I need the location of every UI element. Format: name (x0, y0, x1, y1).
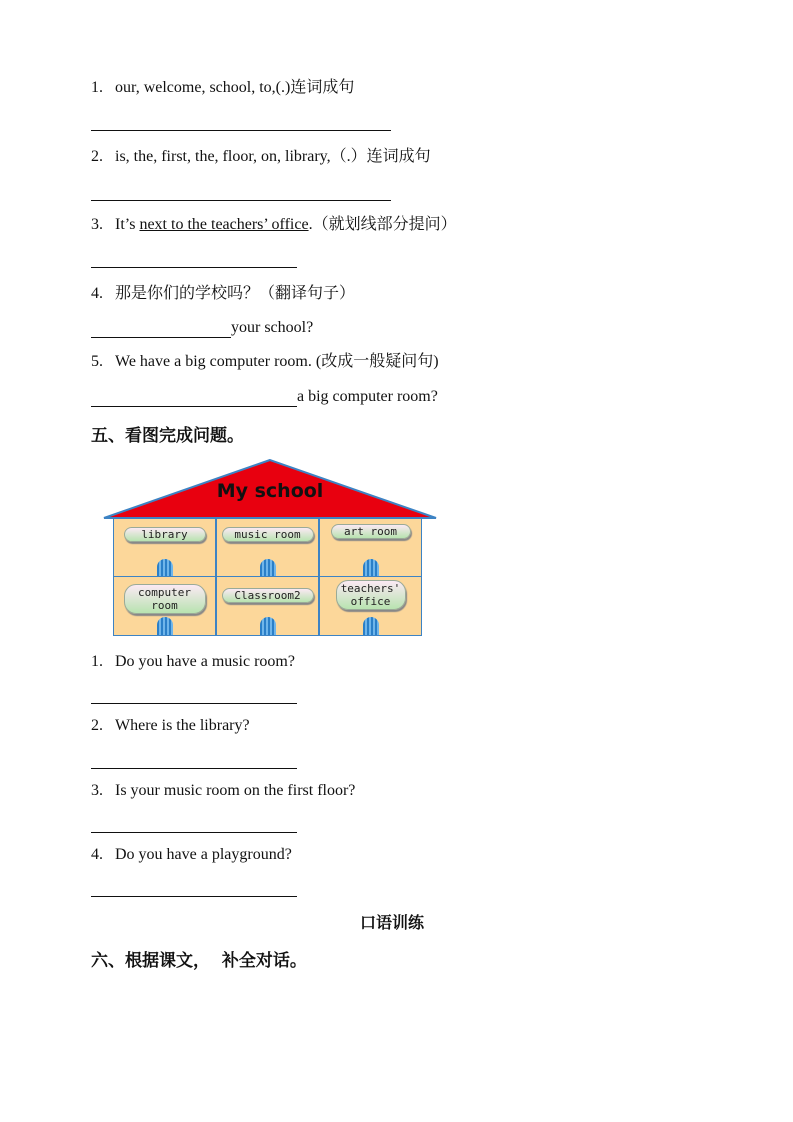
q4-item-1: 1. our, welcome, school, to,(.)连词成句 (91, 79, 355, 96)
q5-item-4: 4. Do you have a playground? (91, 846, 292, 863)
q5-item-1: 1. Do you have a music room? (91, 653, 295, 670)
section-6-heading: 六、根据课文， 补全对话。 (91, 951, 307, 971)
room-teachers-office (319, 576, 422, 636)
door-icon (157, 617, 173, 635)
answer-line-4: your school? (91, 318, 313, 338)
door-icon (363, 617, 379, 635)
answer-blank-5[interactable] (91, 390, 297, 407)
q4-item-5: 5. We have a big computer room. (改成一般疑问句) (91, 353, 439, 370)
q5-answer-line-3[interactable] (91, 832, 297, 833)
room-music-room (216, 518, 319, 578)
room-classroom2 (216, 576, 319, 636)
room-label: music room (222, 527, 314, 542)
q4-item-2: 2. is, the, first, the, floor, on, library,（.）连词成句 (91, 148, 431, 165)
school-picture (100, 458, 440, 640)
answer-line-5: a big computer room? (91, 387, 438, 407)
roof-title: My school (216, 480, 324, 502)
room-label: teachers' office (336, 580, 406, 610)
door-icon (260, 617, 276, 635)
room-computer-room (113, 576, 216, 636)
answer-blank-4[interactable] (91, 321, 231, 338)
q5-answer-line-4[interactable] (91, 896, 297, 897)
door-icon (363, 559, 379, 577)
room-label: computer room (124, 584, 206, 614)
door-icon (260, 559, 276, 577)
section-5-heading: 五、看图完成问题。 (91, 426, 244, 446)
room-library (113, 518, 216, 578)
q5-answer-line-2[interactable] (91, 768, 297, 769)
answer-line-2[interactable] (91, 200, 391, 201)
q5-answer-line-1[interactable] (91, 703, 297, 704)
answer-line-1[interactable] (91, 130, 391, 131)
answer-line-3[interactable] (91, 267, 297, 268)
door-icon (157, 559, 173, 577)
oral-training-heading: 口语训练 (360, 913, 425, 932)
room-label: library (124, 527, 206, 542)
q5-item-2: 2. Where is the library? (91, 717, 250, 734)
underlined-phrase: next to the teachers’ office (139, 216, 309, 233)
room-label: Classroom2 (222, 588, 314, 603)
q4-item-4: 4. 那是你们的学校吗？（翻译句子） (91, 285, 356, 302)
room-label: art room (331, 524, 411, 539)
room-art-room (319, 518, 422, 578)
q4-item-3: 3. It’s next to the teachers’ office.（就划线部分提问） (91, 216, 457, 233)
q5-item-3: 3. Is your music room on the first floor? (91, 782, 356, 799)
